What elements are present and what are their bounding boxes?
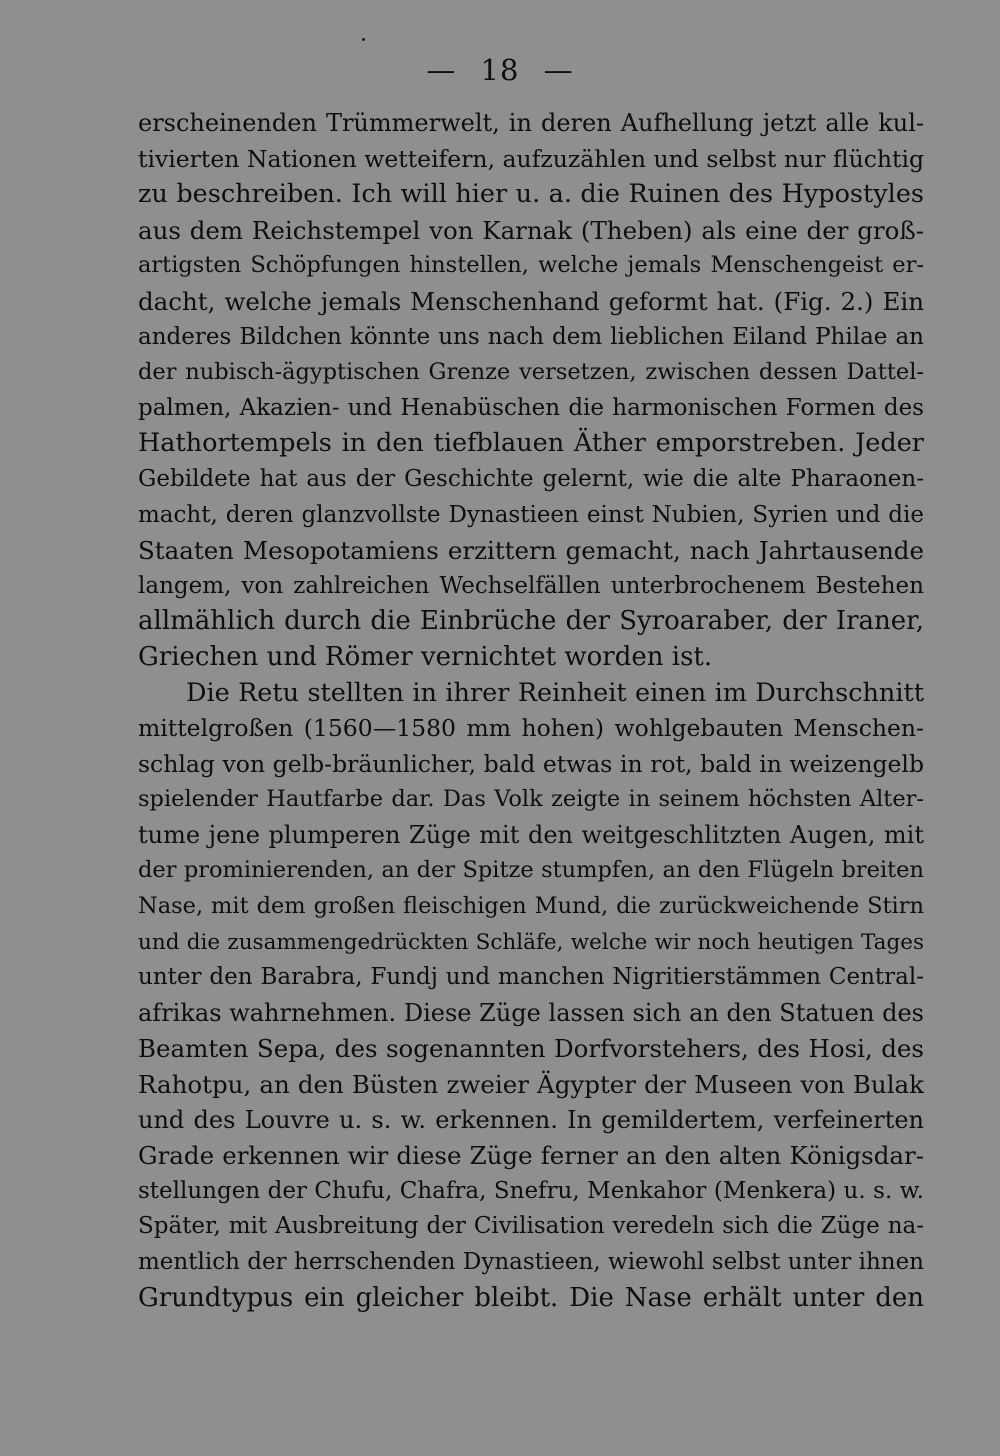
text-line: macht, deren glanzvollste Dynastieen einst Nubien, Syrien und die <box>138 501 924 528</box>
text-line: Grundtypus ein gleicher bleibt. Die Nase erhält unter den <box>138 1282 924 1313</box>
paragraph-start-line: Die Retu stellten in ihrer Reinheit einen im Durchschnitt <box>186 677 924 708</box>
text-line: tivierten Nationen wetteifern, aufzuzählen und selbst nur flüchtig <box>138 144 924 173</box>
text-line: der nubisch-ägyptischen Grenze versetzen, zwischen dessen Dattel- <box>138 359 924 386</box>
text-line: erscheinenden Trümmerwelt, in deren Aufhellung jetzt alle kul- <box>138 109 924 137</box>
text-line: allmählich durch die Einbrüche der Syroaraber, der Iraner, <box>138 606 924 637</box>
text-line: unter den Barabra, Fundj und manchen Nigritierstämmen Central- <box>138 964 924 991</box>
page-body <box>138 106 924 1316</box>
text-line: mentlich der herrschenden Dynastieen, wiewohl selbst unter ihnen <box>138 1249 924 1275</box>
text-line: Nase, mit dem großen fleischigen Mund, die zurückweichende Stirn <box>138 893 924 920</box>
paragraph-end-line: Griechen und Römer vernichtet worden ist. <box>138 641 713 672</box>
text-line: langem, von zahlreichen Wechselfällen unterbrochenem Bestehen <box>138 572 924 599</box>
text-line: der prominierenden, an der Spitze stumpfen, an den Flügeln breiten <box>138 857 924 884</box>
text-line: aus dem Reichstempel von Karnak (Theben) als eine der groß- <box>138 215 924 245</box>
text-line: und die zusammengedrückten Schläfe, welche wir noch heutigen Tages <box>138 929 924 955</box>
text-line: Staaten Mesopotamiens erzittern gemacht, nach Jahrtausende <box>138 536 924 566</box>
text-line: anderes Bildchen könnte uns nach dem lieblichen Eiland Philae an <box>138 323 924 350</box>
text-line: Beamten Sepa, des sogenannten Dorfvorstehers, des Hosi, des <box>138 1034 924 1064</box>
text-line: palmen, Akazien- und Henabüschen die harmonischen Formen des <box>138 394 924 421</box>
text-line: spielender Hautfarbe dar. Das Volk zeigte in seinem höchsten Alter- <box>138 786 924 813</box>
text-line: Später, mit Ausbreitung der Civilisation veredeln sich die Züge na- <box>138 1213 924 1240</box>
text-line: dacht, welche jemals Menschenhand geformt hat. (Fig. 2.) Ein <box>138 286 924 316</box>
text-line: Rahotpu, an den Büsten zweier Ägypter der Museen von Bulak <box>138 1070 924 1100</box>
text-line: mittelgroßen (1560—1580 mm hohen) wohlgebauten Menschen- <box>138 714 924 743</box>
text-line: zu beschreiben. Ich will hier u. a. die Ruinen des Hypostyles <box>138 179 924 210</box>
page-number: — 18 — <box>426 53 574 87</box>
text-line: tume jene plumperen Züge mit den weitgeschlitzten Augen, mit <box>138 820 924 849</box>
text-line: Grade erkennen wir diese Züge ferner an den alten Königsdar- <box>138 1141 924 1171</box>
text-line: Hathortempels in den tiefblauen Äther emporstreben. Jeder <box>138 428 924 459</box>
text-line: afrikas wahrnehmen. Diese Züge lassen sich an den Statuen des <box>138 998 924 1027</box>
text-line: Gebildete hat aus der Geschichte gelernt, wie die alte Pharaonen- <box>138 465 924 492</box>
text-line: artigsten Schöpfungen hinstellen, welche jemals Menschengeist er- <box>138 252 924 279</box>
text-line: und des Louvre u. s. w. erkennen. In gemildertem, verfeinerten <box>138 1105 924 1134</box>
text-line: stellungen der Chufu, Chafra, Snefru, Menkahor (Menkera) u. s. w. <box>138 1177 924 1204</box>
print-speck <box>362 38 365 41</box>
text-line: schlag von gelb-bräunlicher, bald etwas in rot, bald in weizengelb <box>138 749 924 778</box>
